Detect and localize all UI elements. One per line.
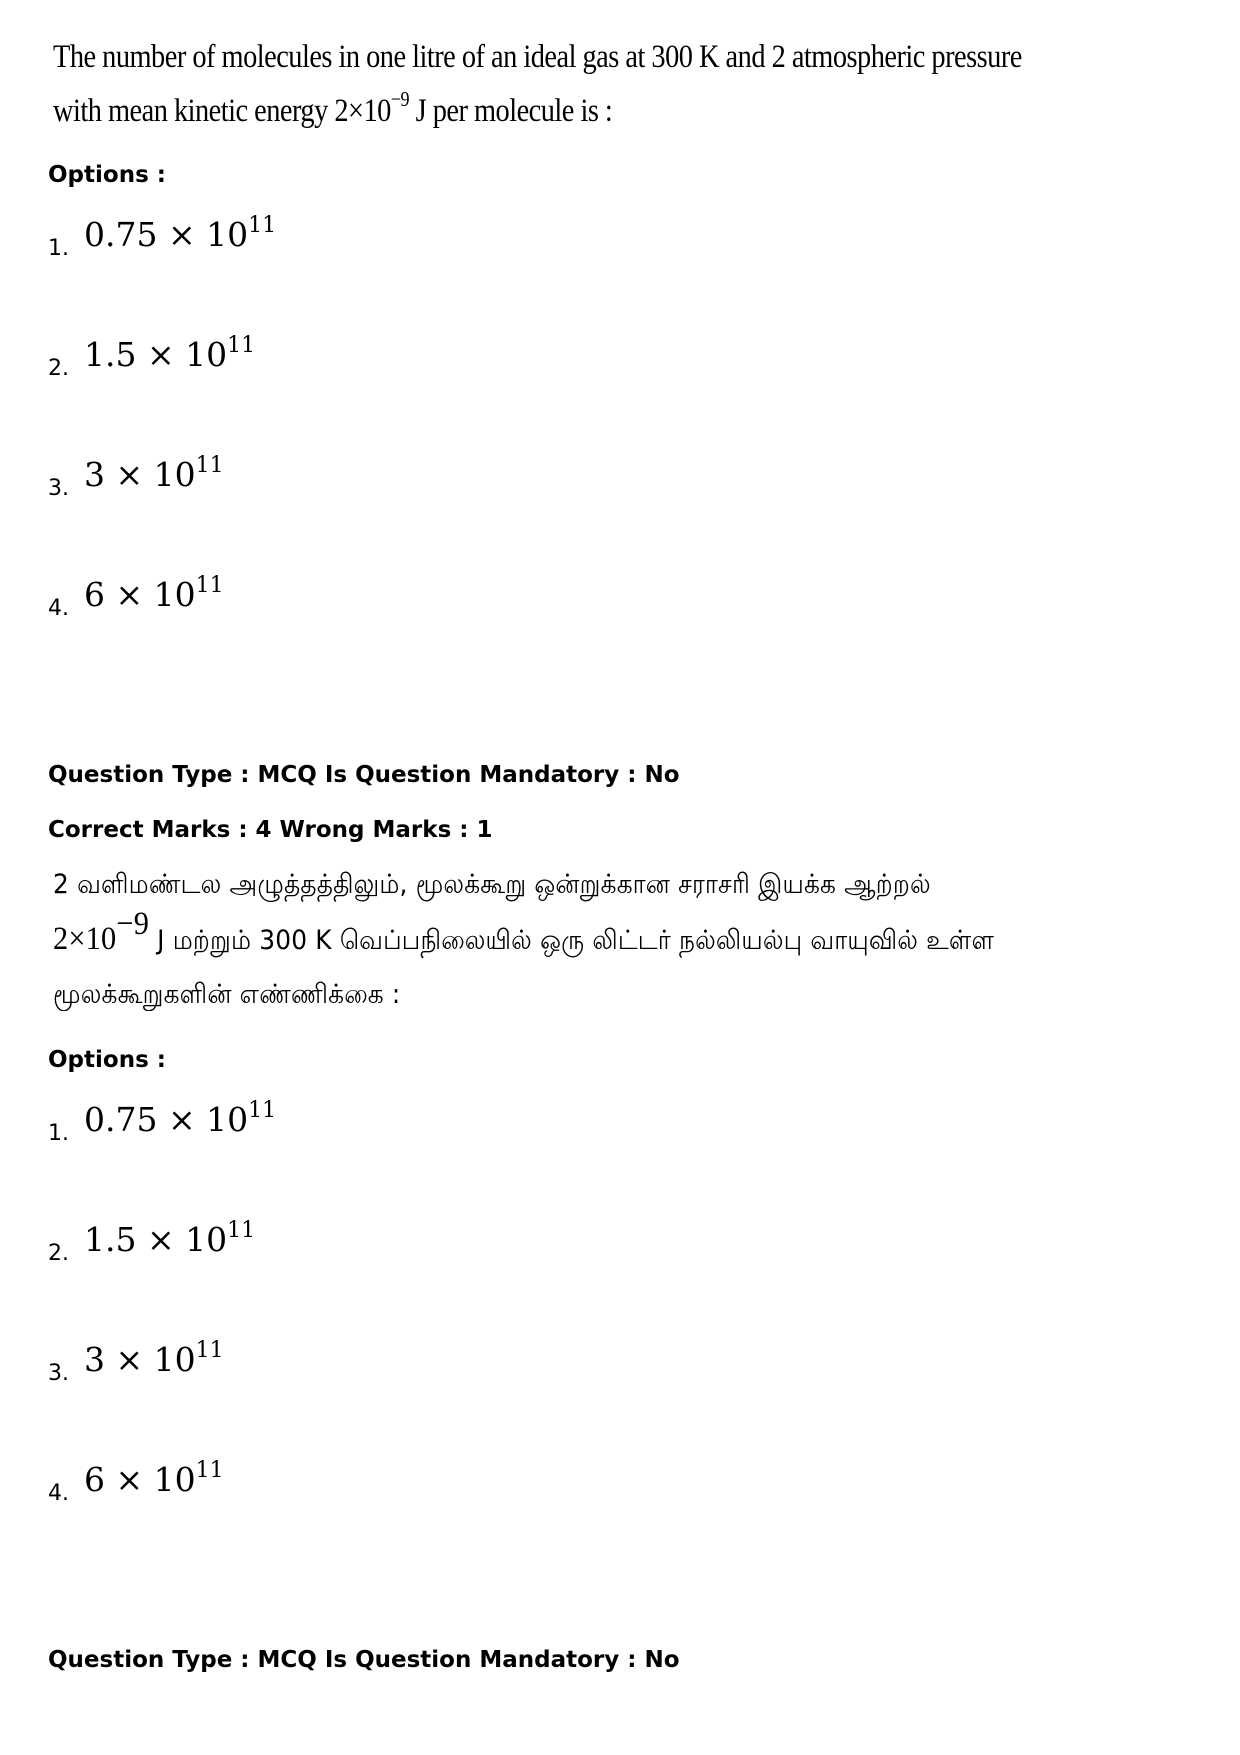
question-2-text — [53, 858, 994, 1022]
option-exponent: 11 — [195, 1338, 224, 1363]
option-value — [84, 1340, 224, 1380]
option-exponent: 11 — [195, 453, 224, 478]
energy-base: with mean kinetic energy 2×10 — [53, 93, 391, 129]
marks-label: Correct Marks : 4 Wrong Marks : 1 — [48, 817, 493, 843]
option-mantissa: 6 × 10 — [84, 575, 196, 614]
question-type-label: Question Type : MCQ Is Question Mandatory : No — [48, 762, 680, 788]
option-exponent: 11 — [248, 213, 277, 238]
option-value — [84, 1460, 224, 1500]
question-1-text — [53, 30, 1022, 138]
question-2-line-1: 2 வளிமண்டல அழுத்தத்திலும், மூலக்கூறு ஒன்றுக்கான சராசரி இயக்க ஆற்றல் — [53, 869, 931, 900]
option-number: 4. — [48, 596, 69, 621]
option-exponent: 11 — [227, 333, 256, 358]
energy-exponent: −9 — [390, 87, 410, 111]
option-value — [84, 455, 224, 495]
option-number: 1. — [48, 1121, 69, 1146]
option-number: 1. — [48, 236, 69, 261]
option-mantissa: 3 × 10 — [84, 1340, 196, 1379]
options-label: Options : — [48, 162, 166, 188]
option-value — [84, 1100, 276, 1140]
option-mantissa: 6 × 10 — [84, 1460, 196, 1499]
energy-base: 2×10 — [53, 921, 117, 957]
option-value — [84, 215, 276, 255]
question-1-line-1: The number of molecules in one litre of an ideal gas at 300 K and 2 atmospheric pressure — [53, 39, 1022, 75]
question-type-label: Question Type : MCQ Is Question Mandatory : No — [48, 1647, 680, 1673]
option-mantissa: 0.75 × 10 — [84, 215, 249, 254]
question-1-line-2-end: J per molecule is : — [409, 93, 613, 129]
option-value — [84, 335, 255, 375]
question-1-line-2 — [53, 84, 1022, 138]
option-value — [84, 575, 224, 615]
option-exponent: 11 — [227, 1218, 256, 1243]
option-mantissa: 1.5 × 10 — [84, 1220, 228, 1259]
question-2-line-3: மூலக்கூறுகளின் எண்ணிக்கை : — [53, 979, 401, 1010]
options-label: Options : — [48, 1047, 166, 1073]
option-mantissa: 1.5 × 10 — [84, 335, 228, 374]
question-2-line-2-end: J மற்றும் 300 K வெப்பநிலையில் ஒரு லிட்டர் நல்லியல்பு வாயுவில் உள்ள — [149, 925, 995, 956]
question-2-line-2 — [53, 906, 995, 968]
option-mantissa: 0.75 × 10 — [84, 1100, 249, 1139]
option-number: 4. — [48, 1481, 69, 1506]
option-exponent: 11 — [248, 1098, 277, 1123]
option-number: 3. — [48, 1361, 69, 1386]
energy-exponent: −9 — [116, 906, 150, 942]
option-number: 3. — [48, 476, 69, 501]
option-value — [84, 1220, 255, 1260]
option-number: 2. — [48, 356, 69, 381]
option-exponent: 11 — [195, 1458, 224, 1483]
option-exponent: 11 — [195, 573, 224, 598]
option-number: 2. — [48, 1241, 69, 1266]
option-mantissa: 3 × 10 — [84, 455, 196, 494]
